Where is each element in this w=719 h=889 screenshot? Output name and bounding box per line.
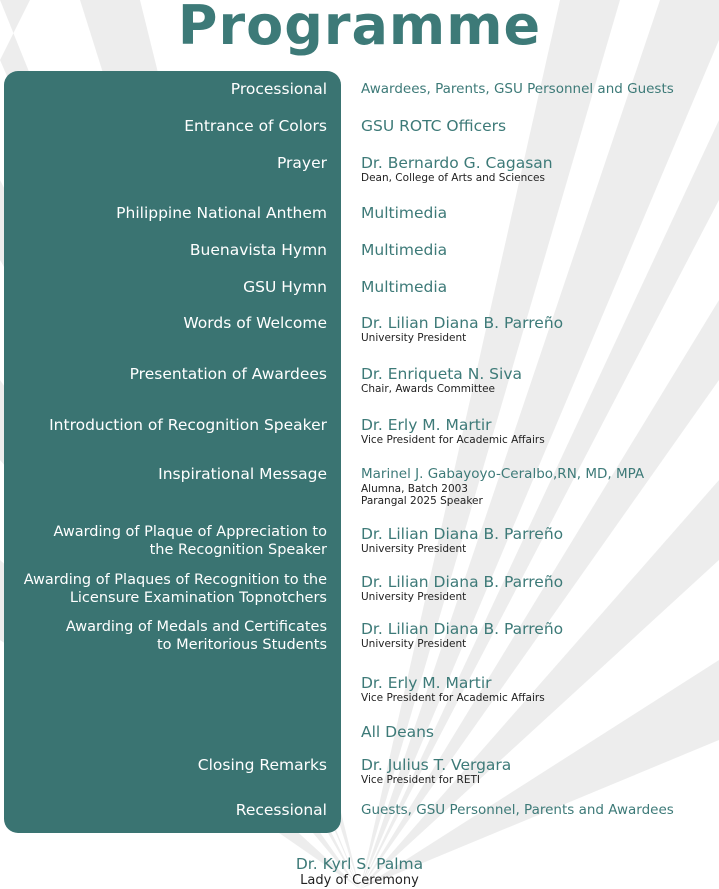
- program-item-line: to Meritorious Students: [157, 637, 327, 653]
- person-name: Awardees, Parents, GSU Personnel and Guests: [361, 81, 674, 97]
- person-name: Guests, GSU Personnel, Parents and Awardees: [361, 802, 674, 818]
- footer-emcee: [0, 855, 719, 888]
- program-item-line: Awarding of Plaques of Recognition to the: [23, 572, 327, 588]
- program-person: [361, 80, 711, 98]
- program-item-line: Licensure Examination Topnotchers: [69, 590, 327, 606]
- person-name: Dr. Lilian Diana B. Parreño: [361, 573, 564, 591]
- program-item-label: [0, 618, 327, 654]
- person-role: University President: [361, 332, 467, 344]
- person-name: Dr. Enriqueta N. Siva: [361, 365, 523, 383]
- program-item-label: [0, 523, 327, 559]
- person-name: Dr. Lilian Diana B. Parreño: [361, 620, 564, 638]
- person-role: Vice President for Academic Affairs: [361, 692, 545, 704]
- page-title: Programme: [177, 0, 542, 57]
- program-items-panel: [4, 71, 341, 833]
- program-person: [361, 801, 711, 819]
- person-name: Dr. Julius T. Vergara: [361, 756, 512, 774]
- person-role: University President: [361, 591, 467, 603]
- program-person: [361, 278, 711, 296]
- program-person: [361, 416, 711, 446]
- emcee-role: Lady of Ceremony: [300, 873, 419, 888]
- person-name: Multimedia: [361, 204, 448, 222]
- program-item-label: Recessional: [235, 801, 327, 819]
- person-role: Dean, College of Arts and Sciences: [361, 172, 545, 184]
- person-name: Dr. Bernardo G. Cagasan: [361, 154, 553, 172]
- program-item-label: GSU Hymn: [243, 278, 327, 296]
- program-person: [361, 525, 711, 555]
- program-person: [361, 365, 711, 395]
- person-name: GSU ROTC Officers: [361, 117, 507, 135]
- program-person: [361, 756, 711, 786]
- program-item-label: Philippine National Anthem: [116, 204, 327, 222]
- program-person: [361, 573, 711, 603]
- program-person: [361, 117, 711, 135]
- program-item-line: the Recognition Speaker: [149, 542, 327, 558]
- person-role: Vice President for RETI: [361, 774, 480, 786]
- program-item-label: Entrance of Colors: [184, 117, 327, 135]
- program-person: [361, 314, 711, 344]
- program-item-line: Awarding of Medals and Certificates: [65, 619, 327, 635]
- program-item-label: Processional: [230, 80, 327, 98]
- program-person: [361, 204, 711, 222]
- person-name: All Deans: [361, 723, 435, 741]
- program-item-label: [0, 571, 327, 607]
- person-name: Dr. Erly M. Martir: [361, 416, 492, 434]
- person-role: University President: [361, 638, 467, 650]
- emcee-name: Dr. Kyrl S. Palma: [295, 855, 424, 873]
- person-role: Alumna, Batch 2003: [361, 483, 468, 495]
- program-item-label: Inspirational Message: [158, 465, 327, 483]
- program-item-label: Prayer: [276, 154, 327, 172]
- person-role: Parangal 2025 Speaker: [361, 495, 483, 507]
- program-item-label: Presentation of Awardees: [129, 365, 327, 383]
- person-role: University President: [361, 543, 467, 555]
- program-person: [361, 154, 711, 184]
- program-item-label: Introduction of Recognition Speaker: [49, 416, 327, 434]
- person-name: Multimedia: [361, 278, 448, 296]
- person-name: Dr. Lilian Diana B. Parreño: [361, 525, 564, 543]
- person-name: Dr. Lilian Diana B. Parreño: [361, 314, 564, 332]
- program-item-label: Buenavista Hymn: [189, 241, 327, 259]
- program-item-label: Closing Remarks: [197, 756, 327, 774]
- person-role: Chair, Awards Committee: [361, 383, 495, 395]
- program-item-line: Awarding of Plaque of Appreciation to: [53, 524, 327, 540]
- program-person: [361, 465, 711, 507]
- program-item-label: Words of Welcome: [183, 314, 327, 332]
- program-person: [361, 620, 711, 650]
- person-role: Vice President for Academic Affairs: [361, 434, 545, 446]
- person-name: Multimedia: [361, 241, 448, 259]
- person-name: Marinel J. Gabayoyo-Ceralbo,RN, MD, MPA: [361, 466, 645, 482]
- program-person: [361, 723, 711, 741]
- person-name: Dr. Erly M. Martir: [361, 674, 492, 692]
- program-person: [361, 674, 711, 704]
- program-person: [361, 241, 711, 259]
